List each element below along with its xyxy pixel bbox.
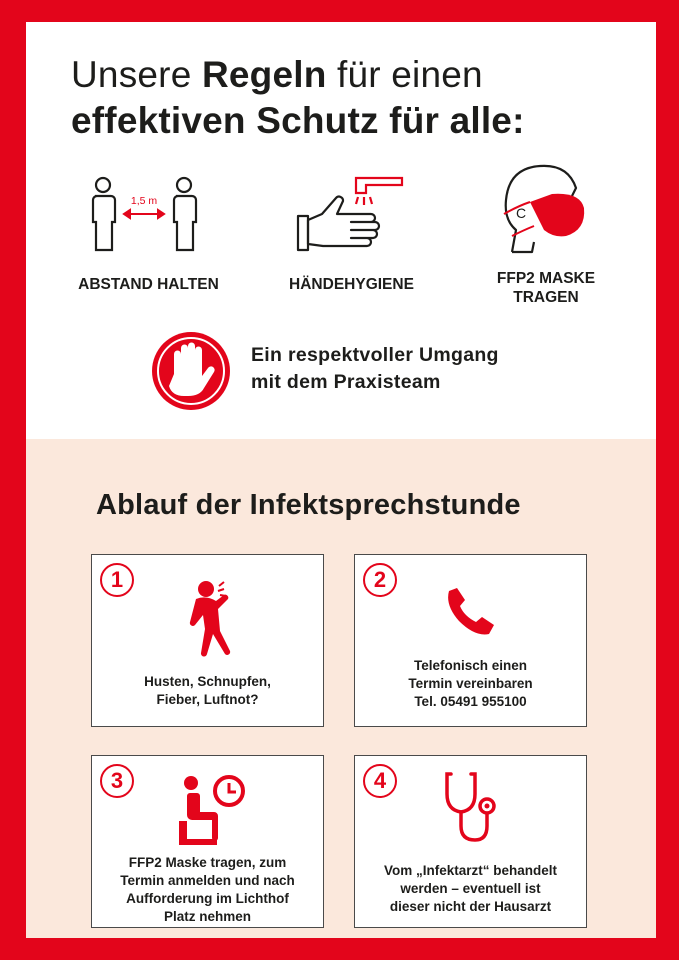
mask-label-line: TRAGEN (513, 289, 579, 306)
title-line-2: effektiven Schutz für alle: (71, 100, 525, 141)
title-bold-text: Regeln (201, 54, 327, 95)
distance-value: 1,5 m (130, 195, 158, 207)
mask-label-line: FFP2 MASKE (496, 270, 596, 287)
coughing-person-icon (180, 577, 240, 659)
respect-line: Ein respektvoller Umgang (251, 344, 499, 366)
step-text (98, 854, 317, 926)
step-number: 4 (363, 764, 397, 798)
step-text-line: Telefonisch einen (413, 658, 528, 673)
step-text-line: Termin vereinbaren (408, 676, 533, 691)
step-text-line: Tel. 05491 955100 (414, 694, 527, 709)
step-text-line: Fieber, Luftnot? (156, 692, 259, 707)
step-number: 1 (100, 563, 134, 597)
step-text-line: dieser nicht der Hausarzt (389, 899, 552, 914)
face-mask-icon (498, 160, 588, 260)
waiting-person-clock-icon (177, 771, 247, 849)
step-text-line: Aufforderung im Lichthof (126, 891, 289, 906)
stethoscope-icon (443, 770, 505, 846)
step-number: 2 (363, 563, 397, 597)
process-section (26, 439, 656, 938)
page-title (71, 52, 631, 144)
stop-hand-icon (150, 330, 232, 412)
step-text-line: FFP2 Maske tragen, zum (128, 855, 287, 870)
step-text-line: Vom „Infektarzt“ behandelt (383, 863, 558, 878)
hand-washing-icon (294, 172, 409, 258)
step-text-line: Platz nehmen (163, 909, 252, 924)
title-line-1 (71, 52, 631, 98)
title-text: für einen (326, 54, 483, 95)
step-text-line: Husten, Schnupfen, (144, 674, 271, 689)
step-card-1 (91, 554, 324, 727)
step-number: 3 (100, 764, 134, 798)
step-text (361, 657, 580, 711)
distance-icon (86, 172, 201, 258)
process-title: Ablauf der Infektsprechstunde (96, 489, 521, 521)
step-text-line: Termin anmelden und nach (120, 873, 295, 888)
step-text (98, 673, 317, 709)
step-card-2 (354, 554, 587, 727)
respect-text (251, 342, 499, 396)
mask-label (466, 269, 626, 307)
step-card-4 (354, 755, 587, 928)
step-text-line: werden – eventuell ist (400, 881, 541, 896)
mask-letter: C (516, 205, 527, 221)
phone-icon (445, 585, 497, 637)
hygiene-label: HÄNDEHYGIENE (289, 276, 414, 293)
distance-label: ABSTAND HALTEN (78, 276, 219, 293)
step-card-3 (91, 755, 324, 928)
respect-line: mit dem Praxisteam (251, 371, 441, 393)
title-text: Unsere (71, 54, 202, 95)
poster (26, 22, 656, 938)
step-text (361, 862, 580, 916)
